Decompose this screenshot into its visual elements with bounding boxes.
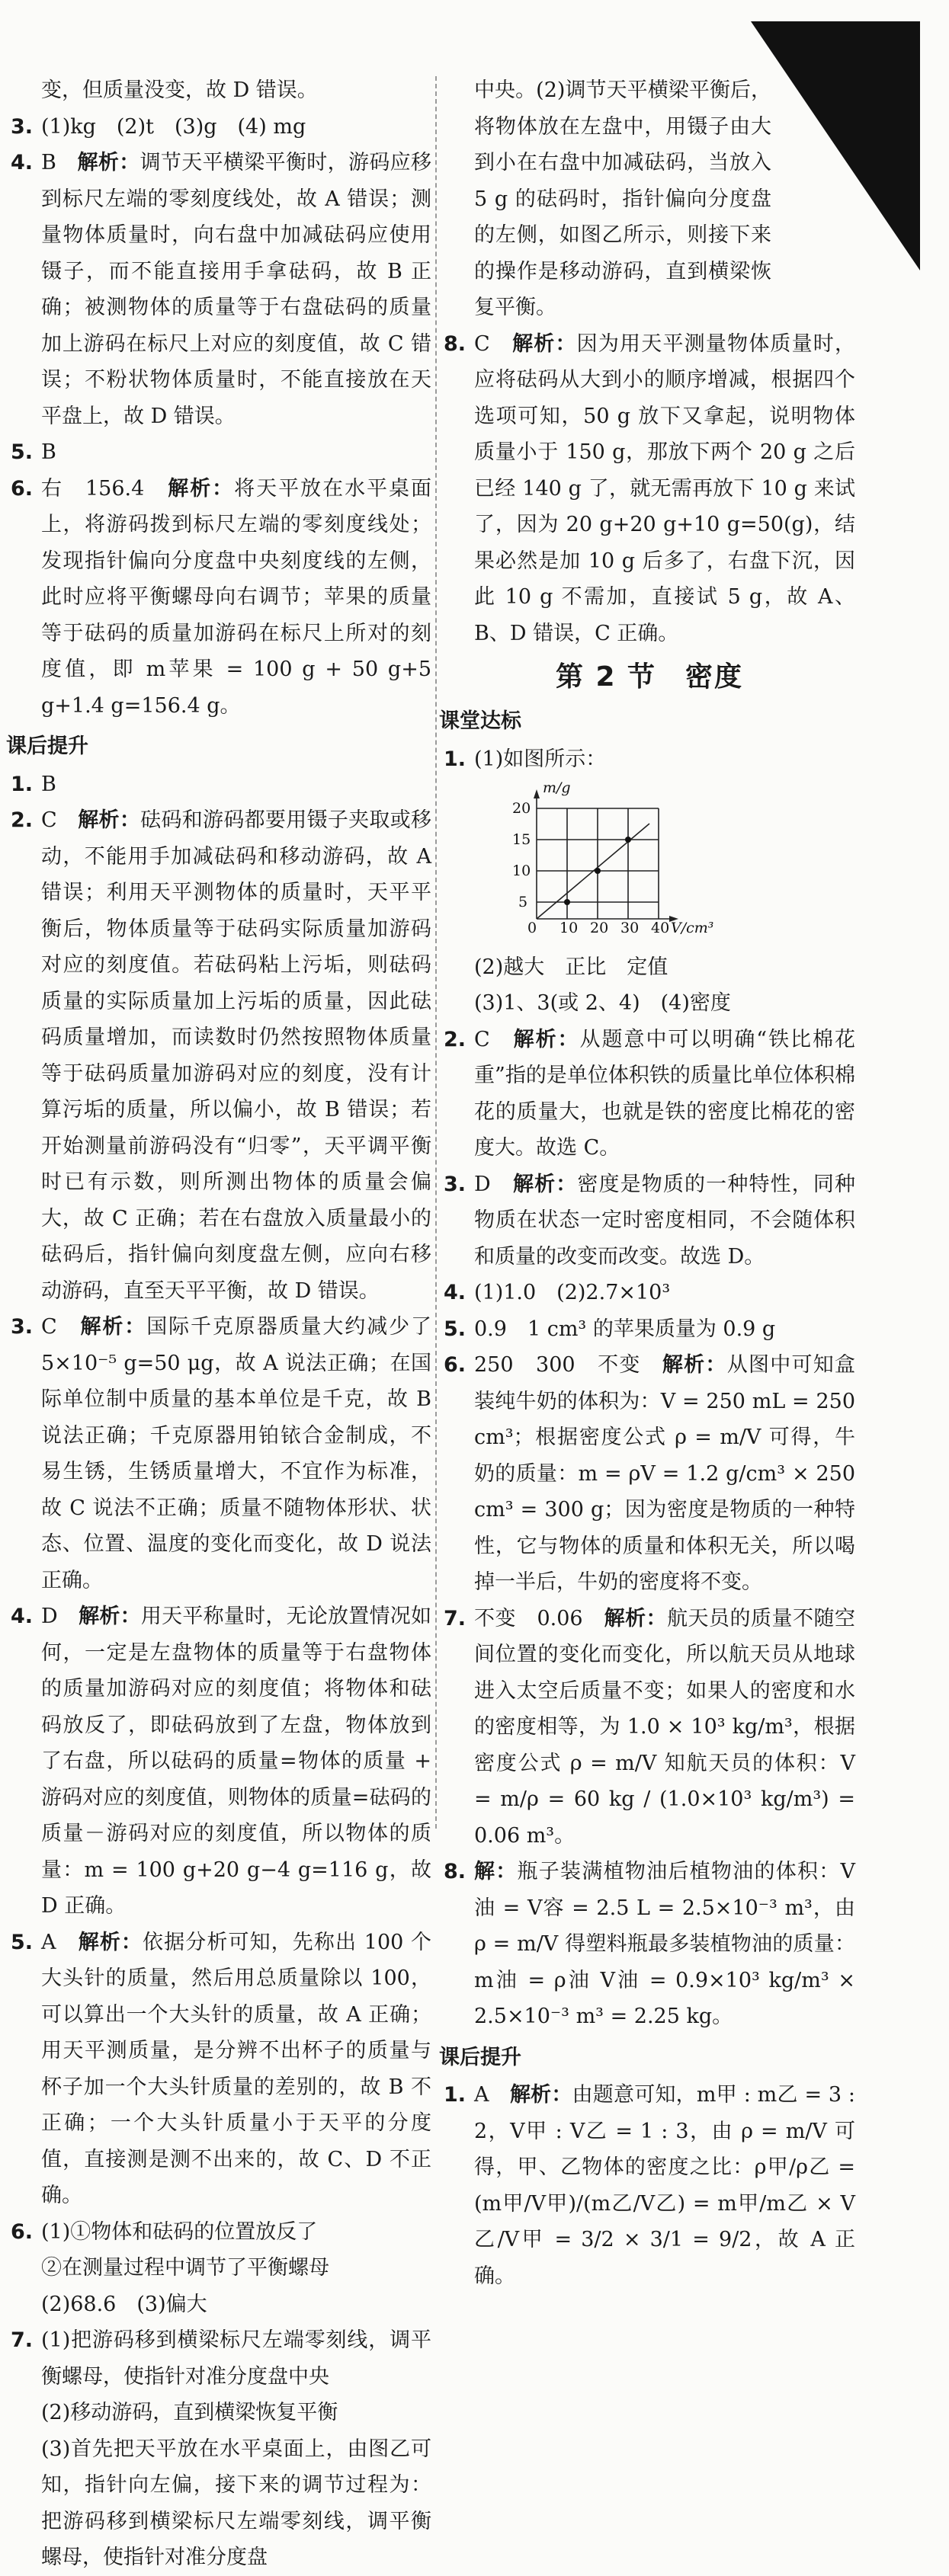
analysis-text: 依据分析可知，先称出 100 个大头针的质量，然后用总质量除以 100，可以算出一个大头针的质量，故 A 正确；用天平测质量，是分辨不出杯子的质量与杯子加一个大头针质量的差别的，故 B 不正确；一个大头针质量小于天平的分度值，直接测是测不出来的，故 C、D 不正确。: [41, 1930, 432, 2207]
answer: C: [474, 1027, 514, 1051]
data-point: [625, 837, 631, 843]
answer-item: [444, 741, 855, 778]
item-body: [41, 1309, 431, 1598]
item-text: 变，但质量没变，故 D 错误。: [41, 78, 318, 102]
item-body: [41, 1598, 431, 1925]
item-number: 7.: [11, 2328, 34, 2352]
item-number: 6.: [11, 476, 34, 501]
item-number: 4.: [11, 1605, 34, 1628]
analysis-text: 密度是物质的一种特性，同种物质在状态一定时密度相同，不会随体积和质量的改变而改变。故选 D。: [474, 1172, 856, 1269]
analysis-tag: 解析：: [512, 1172, 578, 1196]
item-body: [474, 2077, 855, 2294]
item-body: [474, 326, 855, 652]
item-number: 1.: [11, 772, 34, 796]
x-tick-label: 40: [651, 920, 670, 934]
analysis-tag: 解析：: [662, 1353, 727, 1377]
y-tick-label: 5: [518, 894, 528, 910]
answer-item: [11, 802, 431, 1309]
analysis-tag: 解析：: [168, 476, 235, 501]
answer-item: [444, 1022, 855, 1166]
y-axis-label: m/g: [543, 782, 571, 796]
item-number: 6.: [11, 2219, 34, 2244]
analysis-text: 砝码和游码都要用镊子夹取或移动，不能用手加减砝码和移动游码，故 A 错误；利用天平测物体的质量时，天平平衡后，物体质量等于砝码实际质量加游码对应的刻度值。若砝码粘上污垢，则砝码质量的实际质量加上污垢的质量，因此砝码质量增加，而读数时仍然按照物体质量等于砝码质量加游码对应的刻度，没有计算污垢的质量，所以偏小，故 B 错误；若开始测量前游码没有“归零”，天平调平衡时已有示数，则所测出物体的质量会偏大，故 C 正确；若在右盘放入质量最小的砝码后，指针偏向刻度盘左侧，应向右移动游码，直至天平平衡，故 D 错误。: [41, 808, 432, 1303]
section-title: 第 2 节 密度: [555, 661, 744, 693]
answer-item: [444, 1166, 855, 1275]
answer: A: [41, 1930, 79, 1954]
data-point: [564, 899, 570, 905]
item-text: (1)把游码移到横梁标尺左端零刻线，调平衡螺母，使指针对准分度盘中央: [41, 2328, 431, 2389]
answer-item: [444, 2077, 855, 2294]
item-body: [41, 145, 431, 434]
continuation-line: (3)首先把天平放在水平桌面上，由图乙可知，指针向左偏，接下来的调节过程为：把游码移到横梁标尺左端零刻线，调平衡螺母，使指针对准分度盘: [41, 2437, 431, 2569]
x-axis-label: V/cm³: [671, 920, 714, 934]
answer: C: [474, 331, 513, 356]
left-column: [6, 72, 432, 2576]
item-text: (1)kg (2)t (3)g (4) mg: [41, 114, 306, 139]
section-header-ketang: 课堂达标: [439, 709, 521, 733]
answer: C: [41, 1315, 81, 1339]
item-body: [41, 1925, 431, 2214]
answer-item: [11, 2322, 431, 2395]
column-divider: [435, 76, 437, 1829]
item-text: 0.9 1 cm³ 的苹果质量为 0.9 g: [474, 1317, 776, 1341]
item-number: 8.: [444, 331, 466, 356]
item-number: 5.: [11, 1930, 34, 1954]
item-body: [474, 1166, 855, 1275]
item-text: B: [41, 440, 56, 464]
item-text: (1)如图所示：: [474, 747, 607, 771]
answer-item: [11, 471, 431, 725]
item-body: [41, 802, 431, 1309]
item-body: [41, 471, 431, 725]
solution-tag: 解：: [474, 1860, 518, 1883]
item-body: [474, 1601, 855, 1854]
answer: B: [41, 151, 78, 174]
analysis-tag: 解析：: [80, 1315, 147, 1339]
continuation-paragraph: 中央。(2)调节天平横梁平衡后，将物体放在左盘中，用镊子由大到小在右盘中加减砝码，当放入 5 g 的砝码时，指针偏向分度盘的左侧，如图乙所示，则接下来的操作是移动游码，直到横梁恢复平衡。: [474, 78, 771, 319]
item-number: 1.: [444, 747, 466, 771]
item-number: 5.: [11, 440, 34, 464]
analysis-tag: 解析：: [604, 1606, 668, 1630]
answer: 250 300 不变: [474, 1353, 662, 1377]
y-axis-arrow: [534, 789, 540, 798]
continuation-line: (2)68.6 (3)偏大: [41, 2292, 207, 2316]
section-header-kehou: 课后提升: [439, 2045, 521, 2069]
answer-item: [11, 2214, 431, 2251]
answer: 不变 0.06: [474, 1606, 604, 1630]
answer-item: [444, 1311, 855, 1348]
x-tick-label: 20: [590, 920, 609, 934]
answer: 右 156.4: [41, 476, 168, 501]
item-body: [474, 1854, 855, 2035]
answer: A: [474, 2083, 510, 2107]
y-tick-label: 20: [512, 800, 531, 817]
item-number: 1.: [444, 2083, 466, 2107]
answer: D: [41, 1605, 79, 1628]
mass-volume-graph: [489, 782, 718, 934]
answer-item: [444, 1347, 855, 1601]
item-number: 8.: [444, 1860, 466, 1883]
item-number: 5.: [444, 1317, 466, 1341]
answer-item: [11, 766, 431, 803]
right-column: [439, 72, 856, 2294]
answer-item: [11, 145, 431, 434]
answer-item: [11, 72, 431, 109]
x-tick-label: 0: [527, 920, 537, 934]
analysis-tag: 解析：: [78, 808, 141, 832]
analysis-text: 调节天平横梁平衡时，游码应移到标尺左端的零刻度线处，故 A 错误；测量物体质量时，向右盘中加减砝码应使用镊子，而不能直接用手拿砝码，故 B 正确；被测物体的质量等于右盘砝码的质量加上游码在标尺上对应的刻度值，故 C 错误；不粉状物体质量时，不能直接放在天平盘上，故 D 错误。: [41, 151, 432, 428]
item-body: [474, 1347, 855, 1601]
continuation-line: (2)越大 正比 定值: [474, 955, 668, 979]
analysis-text: 用天平称量时，无论放置情况如何，一定是左盘物体的质量等于右盘物体的质量加游码对应的刻度值；将物体和砝码放反了，即砝码放到了左盘，物体放到了右盘，所以砝码的质量=物体的质量 + 游码对应的刻度值，则物体的质量=砝码的质量－游码对应的刻度值，所以物体的质量：m = 100 g+20 g−4 g=116 g，故 D 正确。: [41, 1605, 432, 1918]
analysis-tag: 解析：: [79, 1605, 141, 1628]
solution-text: 瓶子装满植物油后植物油的体积：V油 = V容 = 2.5 L = 2.5×10⁻³ m³，由 ρ = m/V 得塑料瓶最多装植物油的质量：m油 = ρ油 V油 = 0.9×10³ kg/m³ × 2.5×10⁻³ m³ = 2.25 kg。: [474, 1860, 855, 2028]
answer-item: [444, 1601, 855, 1854]
analysis-text: 从图中可知盒装纯牛奶的体积为：V = 250 mL = 250 cm³；根据密度公式 ρ = m/V 可得，牛奶的质量：m = ρV = 1.2 g/cm³ × 250 cm³ = 300 g；因为密度是物质的一种特性，它与物体的质量和体积无关，所以喝掉一半后，牛奶的密度将不变。: [474, 1353, 856, 1594]
analysis-text: 从题意中可以明确“铁比棉花重”指的是单位体积铁的质量比单位体积棉花的质量大，也就是铁的密度比棉花的密度大。故选 C。: [474, 1027, 855, 1160]
answer-item: [11, 434, 431, 471]
continuation-line: (3)1、3(或 2、4) (4)密度: [474, 991, 731, 1015]
answer: C: [41, 808, 79, 832]
analysis-tag: 解析：: [512, 331, 577, 356]
answer-item: [11, 1309, 431, 1598]
y-tick-label: 10: [512, 862, 531, 879]
analysis-tag: 解析：: [77, 151, 140, 174]
item-text: B: [41, 772, 56, 796]
analysis-tag: 解析：: [78, 1930, 143, 1954]
analysis-text: 航天员的质量不随空间位置的变化而变化，所以航天员从地球进入太空后质量不变；如果人的密度和水的密度相等，为 1.0 × 10³ kg/m³，根据密度公式 ρ = m/V 知航天员的体积：V = m/ρ = 60 kg / (1.0×10³ kg/m³) = 0.06 m³。: [474, 1606, 855, 1848]
item-number: 7.: [444, 1606, 466, 1630]
section-header-kehou: 课后提升: [6, 734, 88, 758]
x-tick-label: 30: [620, 920, 640, 934]
item-body: [474, 1022, 855, 1166]
analysis-text: 将天平放在水平桌面上，将游码拨到标尺左端的零刻度线处；发现指针偏向分度盘中央刻度线的左侧，此时应将平衡螺母向右调节；苹果的质量等于砝码的质量加游码在标尺上所对的刻度值，即 m苹果 = 100 g + 50 g+5 g+1.4 g=156.4 g。: [41, 476, 432, 718]
answer-item: [444, 1854, 855, 2035]
y-tick-label: 15: [512, 831, 531, 848]
analysis-tag: 解析：: [509, 2083, 572, 2107]
answer-item: [444, 1275, 855, 1311]
item-number: 3.: [11, 114, 34, 139]
answer: D: [474, 1172, 513, 1196]
analysis-text: 国际千克原器质量大约减少了 5×10⁻⁵ g=50 μg，故 A 说法正确；在国际单位制中质量的基本单位是千克，故 B 说法正确；千克原器用铂铱合金制成，不易生锈，生锈质量增大，不宜作为标准，故 C 说法不正确；质量不随物体形状、状态、位置、温度的变化而变化，故 D 说法正确。: [41, 1315, 432, 1592]
answer-item: [11, 109, 431, 146]
item-number: [11, 72, 41, 109]
item-number: 2.: [11, 808, 34, 832]
answer-item: [11, 1598, 431, 1925]
item-number: 6.: [444, 1353, 466, 1377]
analysis-text: 因为用天平测量物体质量时，应将砝码从大到小的顺序增减，根据四个选项可知，50 g 放下又拿起，说明物体质量小于 150 g，那放下两个 20 g 之后已经 140 g 了，就无需再放下 10 g 来试了，因为 20 g+20 g+10 g=50(g)，结果必然是加 10 g 后多了，右盘下沉，因此 10 g 不需加，直接试 5 g，故 A、B、D 错误，C 正确。: [474, 331, 856, 645]
item-number: 4.: [444, 1281, 466, 1304]
continuation-line: (2)移动游码，直到横梁恢复平衡: [41, 2401, 338, 2424]
item-number: 2.: [444, 1027, 466, 1051]
continuation-line: ②在测量过程中调节了平衡螺母: [41, 2256, 329, 2280]
item-text: (1)1.0 (2)2.7×10³: [474, 1281, 671, 1304]
item-number: 4.: [11, 151, 34, 174]
item-number: 3.: [444, 1172, 466, 1196]
item-text: (1)①物体和砝码的位置放反了: [41, 2219, 318, 2244]
analysis-text: 由题意可知，m甲 : m乙 = 3 : 2，V甲 : V乙 = 1 : 3，由 ρ = m/V 可得，甲、乙物体的密度之比：ρ甲/ρ乙 = (m甲/V甲)/(m乙/V乙) = m甲/m乙 × V乙/V甲 = 3/2 × 3/1 = 9/2，故 A 正确。: [474, 2083, 855, 2288]
data-point: [595, 868, 601, 874]
answer-item: [11, 1925, 431, 2214]
x-tick-label: 10: [559, 920, 579, 934]
answer-item: [444, 326, 855, 652]
item-number: 3.: [11, 1315, 34, 1339]
analysis-tag: 解析：: [513, 1027, 580, 1051]
